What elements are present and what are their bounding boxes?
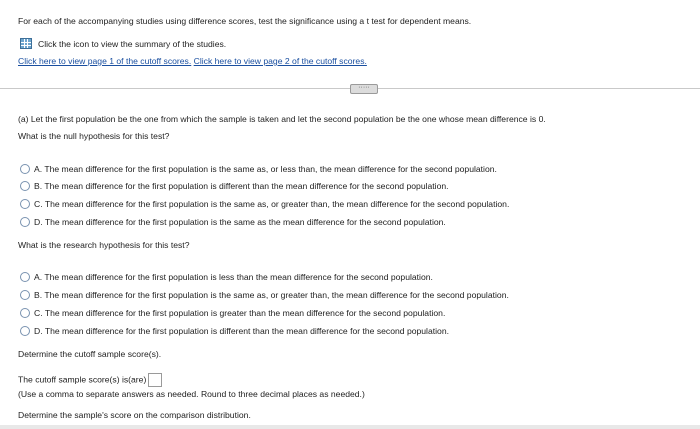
option-letter: D. [34,326,43,336]
option-letter: C. [34,199,43,209]
cutoff-link-page-2[interactable]: Click here to view page 2 of the cutoff scores. [193,56,367,66]
option-letter: B. [34,181,43,191]
cutoff-answer-row [18,373,162,387]
option-letter: C. [34,308,43,318]
option-text: The mean difference for the first population is greater than the mean difference for the second population. [44,308,446,318]
null-hypothesis-question: What is the null hypothesis for this test? [18,131,170,141]
part-a-prompt: (a) Let the first population be the one from which the sample is taken and let the second population be the one whose mean difference is 0. [18,114,546,124]
option-text: The mean difference for the first population is different than the mean difference for the second population. [44,326,449,336]
research-hypothesis-question: What is the research hypothesis for this test? [18,240,190,250]
cutoff-answer-input[interactable] [148,373,162,387]
option-letter: A. [34,164,43,174]
option-letter: B. [34,290,43,300]
option-letter: D. [34,217,43,227]
option-text: The mean difference for the first population is different than the mean difference for the second population. [44,181,449,191]
radio-button[interactable] [20,308,30,318]
bottom-edge [0,425,700,429]
expand-more-button[interactable]: ····· [350,84,378,94]
cutoff-hint: (Use a comma to separate answers as needed. Round to three decimal places as needed.) [18,389,365,399]
option-text: The mean difference for the first population is less than the mean difference for the second population. [44,272,433,282]
radio-button[interactable] [20,326,30,336]
radio-button[interactable] [20,164,30,174]
cutoff-label: The cutoff sample score(s) is(are) [18,374,147,385]
option-text: The mean difference for the first population is the same as the mean difference for the second population. [44,217,446,227]
option-text: The mean difference for the first population is the same as, or less than, the mean difference for the second population. [44,164,497,174]
option-letter: A. [34,272,43,282]
radio-button[interactable] [20,181,30,191]
radio-button[interactable] [20,272,30,282]
radio-button[interactable] [20,290,30,300]
sample-score-question: Determine the sample's score on the comparison distribution. [18,410,251,420]
radio-button[interactable] [20,217,30,227]
option-text: The mean difference for the first population is the same as, or greater than, the mean difference for the second population. [44,199,510,209]
intro-text: For each of the accompanying studies using difference scores, test the significance using a t test for dependent means. [18,16,472,26]
table-icon[interactable] [20,38,32,49]
cutoff-question: Determine the cutoff sample score(s). [18,349,162,359]
summary-link-text[interactable]: Click the icon to view the summary of the studies. [38,39,227,49]
option-text: The mean difference for the first population is the same as, or greater than, the mean difference for the second population. [44,290,509,300]
radio-button[interactable] [20,199,30,209]
cutoff-link-page-1[interactable]: Click here to view page 1 of the cutoff scores. [18,56,192,66]
